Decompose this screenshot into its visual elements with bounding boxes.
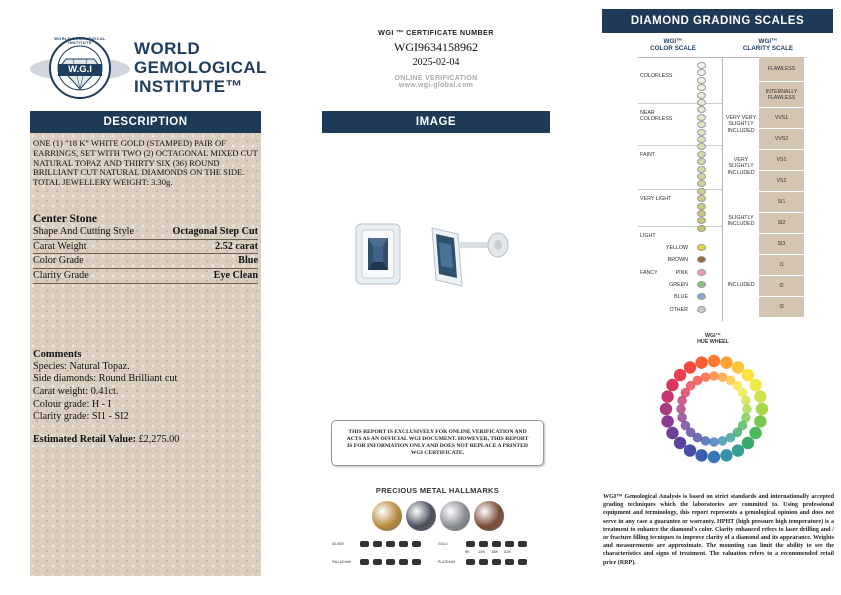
- wgi-logo: [28, 33, 268, 103]
- fancy-color-label: PINK: [675, 269, 688, 276]
- hallmark-stamp-icon: [505, 541, 514, 547]
- color-grade-diamond-icon: [697, 92, 706, 99]
- hallmark-stamp-icon: [412, 541, 421, 547]
- color-grade-diamond-icon: [697, 203, 706, 210]
- color-group-label: COLORLESS: [640, 73, 673, 79]
- clarity-grade-cell: SI1: [759, 192, 804, 213]
- color-grade-diamond-icon: [697, 114, 706, 121]
- color-grade-diamond-icon: [697, 180, 706, 187]
- hue-swatch-icon: [742, 437, 754, 449]
- hue-swatch-icon: [661, 415, 673, 427]
- hallmark-stamp-icon: [360, 541, 369, 547]
- color-scale-title: WGI™ COLOR SCALE: [650, 38, 696, 52]
- image-heading: IMAGE: [322, 111, 550, 133]
- color-grade-diamond-icon: [697, 143, 706, 150]
- hallmark-stamp-icon: [518, 541, 527, 547]
- hue-swatch-icon: [720, 356, 732, 368]
- hue-swatch-icon: [676, 404, 686, 414]
- earrings-photo: [350, 208, 530, 298]
- hallmark-stamp-icon: [466, 559, 475, 565]
- gold-karat-label: 9K: [465, 549, 470, 554]
- fancy-label: FANCY: [640, 270, 658, 276]
- hallmark-stamp-icon: [399, 541, 408, 547]
- hue-swatch-icon: [742, 404, 752, 414]
- comment-line: Clarity grade: SI1 - SI2: [33, 411, 129, 423]
- hallmark-stamp-icon: [479, 559, 488, 565]
- hallmark-row-label: PALLADIUM: [332, 560, 351, 564]
- color-group-label: NEAR COLORLESS: [640, 110, 673, 122]
- online-notice-box: [331, 420, 544, 466]
- earring-front: [356, 224, 400, 284]
- center-stone-table: [33, 225, 258, 284]
- color-group-label: LIGHT: [640, 233, 656, 239]
- row-value: Eye Clean: [213, 270, 258, 282]
- verification-label[interactable]: ONLINE VERIFICATION: [394, 75, 478, 82]
- gold-karat-label: 22K: [504, 549, 512, 554]
- hue-swatch-icon: [708, 451, 720, 463]
- hallmark-row-label: PLATINUM: [438, 560, 455, 564]
- fancy-diamond-icon: [697, 281, 706, 288]
- color-grade-diamond-icon: [697, 225, 706, 232]
- hue-swatch-icon: [695, 449, 707, 461]
- hue-swatch-icon: [732, 444, 744, 456]
- row-label: Carat Weight: [33, 240, 87, 252]
- certificate-number: WGI9634158962: [394, 40, 478, 54]
- hallmark-coin-icon: [406, 501, 436, 531]
- row-value: Octagonal Step Cut: [172, 225, 258, 237]
- fancy-color-label: YELLOW: [665, 245, 688, 251]
- clarity-group-label: SLIGHTLY INCLUDED: [727, 215, 755, 228]
- clarity-grade-cell: I2: [759, 276, 804, 297]
- hue-swatch-icon: [709, 371, 719, 381]
- hue-swatch-icon: [754, 390, 766, 402]
- hallmark-coin-icon: [440, 501, 470, 531]
- hue-swatch-icon: [741, 396, 751, 406]
- hue-swatch-icon: [666, 379, 678, 391]
- hue-swatch-icon: [749, 427, 761, 439]
- hue-swatch-icon: [756, 403, 768, 415]
- hallmark-stamp-icon: [386, 559, 395, 565]
- color-grade-diamond-icon: [697, 106, 706, 113]
- center-stone-row: [33, 269, 258, 284]
- row-value: 2.52 carat: [215, 240, 258, 252]
- color-grade-diamond-icon: [697, 151, 706, 158]
- clarity-grade-cell: INTERNALLY FLAWLESS: [759, 82, 804, 108]
- retail-label: Estimated Retail Value:: [33, 433, 137, 445]
- description-heading: DESCRIPTION: [30, 111, 261, 133]
- color-group-divider: [638, 145, 722, 146]
- clarity-grade-cell: VVS2: [759, 129, 804, 150]
- gold-karat-label: 14K: [478, 549, 486, 554]
- hallmark-stamp-icon: [386, 541, 395, 547]
- hue-swatch-icon: [754, 415, 766, 427]
- fancy-color-label: BLUE: [674, 294, 688, 301]
- clarity-grade-cell: VVS1: [759, 108, 804, 129]
- earring-side: [432, 228, 508, 286]
- hue-swatch-icon: [701, 372, 711, 382]
- fancy-color-label: BROWN: [667, 257, 688, 264]
- hue-swatch-icon: [674, 437, 686, 449]
- hue-swatch-icon: [709, 437, 719, 447]
- hallmark-stamp-icon: [373, 559, 382, 565]
- hue-swatch-icon: [749, 379, 761, 391]
- color-grade-diamond-icon: [697, 99, 706, 106]
- hue-wheel-title: WGI™ HUE WHEEL: [697, 333, 729, 345]
- color-grade-diamond-icon: [697, 121, 706, 128]
- row-label: Clarity Grade: [33, 270, 89, 282]
- hue-swatch-icon: [720, 449, 732, 461]
- clarity-grade-cell: SI3: [759, 234, 804, 255]
- clarity-grade-cell: VS2: [759, 171, 804, 192]
- hallmark-stamp-icon: [360, 559, 369, 565]
- clarity-grade-cell: I3: [759, 297, 804, 318]
- hallmark-coin-icon: [372, 501, 402, 531]
- grading-scales-heading: DIAMOND GRADING SCALES: [602, 9, 833, 33]
- color-grade-diamond-icon: [697, 129, 706, 136]
- clarity-grade-cell: VS1: [759, 150, 804, 171]
- fancy-diamond-icon: [697, 269, 706, 276]
- certificate-block: [322, 28, 550, 89]
- color-group-divider: [638, 226, 722, 227]
- hallmark-row-label: SILVER: [332, 542, 344, 546]
- logo-line-3: INSTITUTE™: [134, 77, 243, 96]
- disclaimer-text: WGI™ Gemological Analysis is based on strict standards and internationally accepted grading techniques which the laboratories are commited to. Using professional equipment and terminology, this report represents a gemological opinion and does not serve in any case a guarantee or warranty. HPHT (high pressure high temperature) is a treatment to enhance the diamond's color. Clarity enhanced refers to laser drilling and / or fracture filling tecniques to improve clarity of a diamond and its appearance. Weights and measurements are approximate. The mounting can limit the ability to see the characteristics and signs of treatment. The valuation refers to a recommended retail price (RRP).: [603, 494, 834, 566]
- color-grade-diamond-icon: [697, 62, 706, 69]
- color-group-label: VERY LIGHT: [640, 196, 672, 202]
- hue-wheel: [648, 345, 780, 475]
- gold-karat-label: 18K: [491, 549, 499, 554]
- comment-line: Carat weight: 0.41ct.: [33, 385, 119, 397]
- fancy-diamond-icon: [697, 306, 706, 313]
- hallmark-stamp-icon: [492, 541, 501, 547]
- hallmark-stamp-icon: [505, 559, 514, 565]
- hue-swatch-icon: [708, 355, 720, 367]
- color-group-divider: [638, 189, 722, 190]
- color-grade-diamond-icon: [697, 69, 706, 76]
- center-stone-row: [33, 240, 258, 255]
- logo-line-2: GEMOLOGICAL: [134, 58, 267, 77]
- clarity-grade-cell: SI2: [759, 213, 804, 234]
- clarity-grade-cell: I1: [759, 255, 804, 276]
- certificate-date: 2025-02-04: [412, 57, 460, 68]
- retail-amount: £2,275.00: [138, 433, 180, 445]
- color-grade-diamond-icon: [697, 136, 706, 143]
- color-grade-diamond-icon: [697, 188, 706, 195]
- hallmark-stamp-icon: [373, 541, 382, 547]
- hallmark-stamp-icon: [492, 559, 501, 565]
- clarity-scale-title: WGI™ CLARITY SCALE: [742, 38, 794, 52]
- logo-emblem-text: W.G.I: [68, 64, 92, 75]
- color-grade-diamond-icon: [697, 210, 706, 217]
- center-stone-row: [33, 254, 258, 269]
- center-stone-title: Center Stone: [33, 212, 97, 225]
- comment-line: Species: Natural Topaz.: [33, 360, 130, 372]
- comments-title: Comments: [33, 348, 82, 360]
- center-stone-row: [33, 225, 258, 240]
- hallmark-stamp-icon: [399, 559, 408, 565]
- description-panel: [30, 133, 261, 576]
- row-label: Color Grade: [33, 255, 84, 267]
- hallmark-coin-icon: [474, 501, 504, 531]
- color-grade-diamond-icon: [697, 195, 706, 202]
- color-grade-diamond-icon: [697, 166, 706, 173]
- logo-line-1: WORLD: [134, 39, 201, 58]
- fancy-color-label: GREEN: [669, 281, 688, 288]
- certificate-title: WGI ™ CERTIFICATE NUMBER: [378, 28, 494, 37]
- logo-ring-text: WORLD GEMOLOGICAL INSTITUTE: [54, 36, 106, 45]
- comment-line: Side diamonds: Round Brilliant cut: [33, 373, 178, 385]
- hue-swatch-icon: [684, 444, 696, 456]
- hallmark-stamp-icon: [518, 559, 527, 565]
- hue-swatch-icon: [666, 427, 678, 439]
- color-grade-diamond-icon: [697, 158, 706, 165]
- color-grade-diamond-icon: [697, 173, 706, 180]
- retail-value: [33, 435, 258, 446]
- clarity-group-label: VERY SLIGHTLY INCLUDED: [727, 157, 755, 176]
- hallmark-stamp-icon: [412, 559, 421, 565]
- row-label: Shape And Cutting Style: [33, 225, 135, 237]
- hue-swatch-icon: [660, 403, 672, 415]
- clarity-group-label: VERY VERY SLIGHTLY INCLUDED: [725, 115, 757, 134]
- color-grade-diamond-icon: [697, 217, 706, 224]
- hue-swatch-icon: [661, 390, 673, 402]
- clarity-group-label: INCLUDED: [727, 282, 755, 288]
- comments-list: [33, 361, 258, 424]
- hallmark-stamp-icon: [466, 541, 475, 547]
- online-notice-text: THIS REPORT IS EXCLUSIVELY FOR ONLINE VERIFICATION AND ACTS AS AN OFFICIAL WGI DOCUMENT. HOWEVER, THIS REPORT IS FOR INFORMATION ONLY AND DOES NOT REPLACE A PRINTED WGI CERTIFICATE.: [346, 429, 529, 456]
- color-grade-diamond-icon: [697, 84, 706, 91]
- hue-swatch-icon: [718, 436, 728, 446]
- hue-swatch-icon: [732, 361, 744, 373]
- hallmark-row-label: GOLD: [438, 542, 448, 546]
- fancy-diamond-icon: [697, 256, 706, 263]
- hue-swatch-icon: [674, 369, 686, 381]
- comment-line: Colour grade: H - I: [33, 398, 112, 410]
- hue-swatch-icon: [684, 361, 696, 373]
- hallmarks-title: PRECIOUS METAL HALLMARKS: [375, 486, 500, 495]
- fancy-color-label: OTHER: [669, 306, 688, 313]
- fancy-diamond-icon: [697, 244, 706, 251]
- color-group-divider: [638, 103, 722, 104]
- description-text: ONE (1) "18 K" WHITE GOLD (STAMPED) PAIR OF EARRINGS, SET WITH TWO (2) OCTAGONAL MIXED CUT NATURAL TOPAZ AND THIRTY SIX (36) ROUND BRILLIANT CUT NATURAL DIAMONDS ON THE SIDE. TOTAL JEWELLERY WEIGHT: 3.30g.: [33, 138, 258, 188]
- hue-swatch-icon: [677, 413, 687, 423]
- clarity-grade-cell: FLAWLESS: [759, 57, 804, 82]
- hallmark-stamp-icon: [479, 541, 488, 547]
- hue-swatch-icon: [695, 356, 707, 368]
- fancy-diamond-icon: [697, 293, 706, 300]
- hue-swatch-icon: [742, 369, 754, 381]
- row-value: Blue: [238, 255, 258, 267]
- color-grade-diamond-icon: [697, 77, 706, 84]
- color-group-label: FAINT: [640, 152, 656, 158]
- verification-url[interactable]: www.wgi-global.com: [398, 82, 474, 89]
